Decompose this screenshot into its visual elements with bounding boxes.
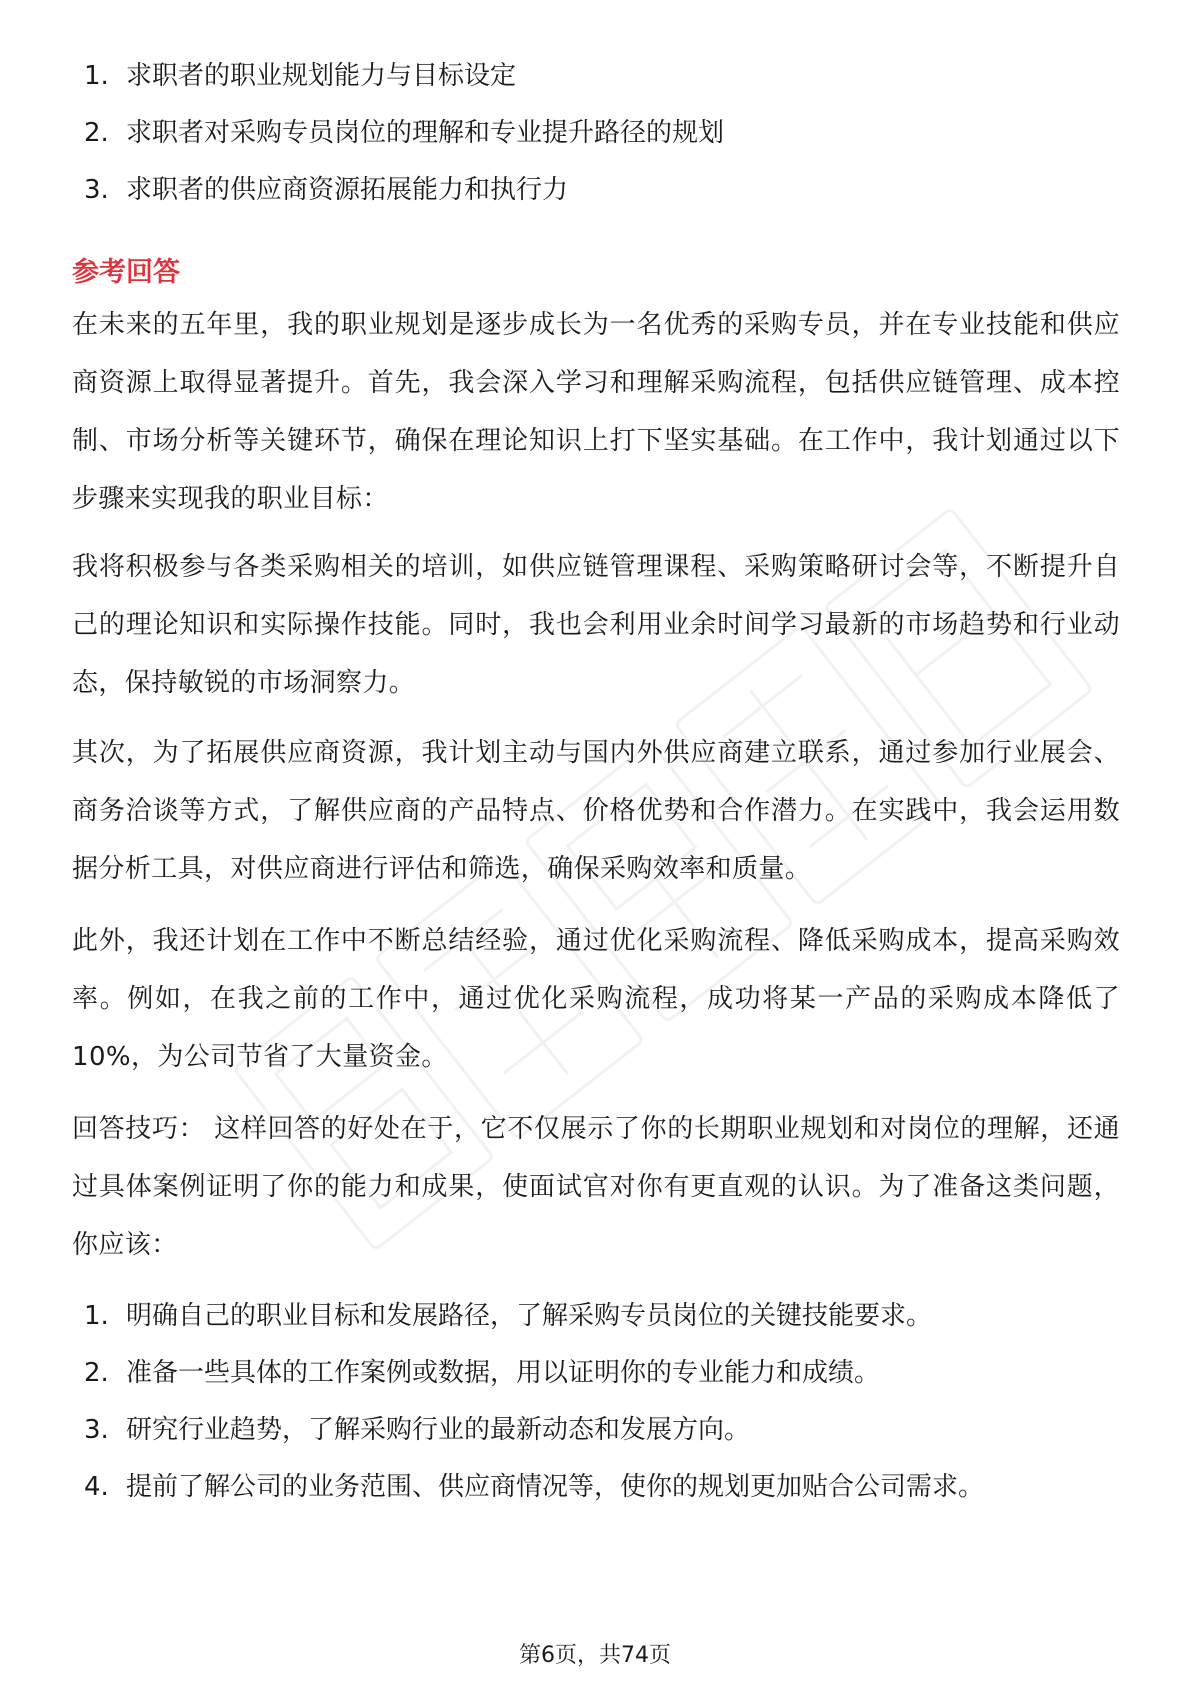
list-number: 4. [84,1472,109,1502]
list-number: 3. [84,175,109,205]
list-item [84,48,724,105]
list-number: 1. [84,1301,109,1331]
criteria-list [84,48,724,219]
list-text: 准备一些具体的工作案例或数据，用以证明你的专业能力和成绩。 [126,1358,881,1388]
list-text: 提前了解公司的业务范围、供应商情况等，使你的规划更加贴合公司需求。 [126,1472,985,1502]
list-text: 求职者对采购专员岗位的理解和专业提升路径的规划 [126,118,725,148]
paragraph: 此外，我还计划在工作中不断总结经验，通过优化采购流程、降低采购成本，提高采购效率。例如，在我之前的工作中，通过优化采购流程，成功将某一产品的采购成本降低了10%，为公司节省了大量资金。 [72,926,1120,1072]
list-text: 求职者的供应商资源拓展能力和执行力 [126,175,569,205]
list-item [84,1345,984,1402]
list-number: 2. [84,1358,109,1388]
tips-paragraph: 回答技巧： 这样回答的好处在于，它不仅展示了你的长期职业规划和对岗位的理解，还通过具体案例证明了你的能力和成果，使面试官对你有更直观的认识。为了准备这类问题，你应该： [72,1114,1120,1260]
list-item [84,1402,984,1459]
list-number: 1. [84,61,109,91]
paragraph: 在未来的五年里，我的职业规划是逐步成长为一名优秀的采购专员，并在专业技能和供应商资源上取得显著提升。首先，我会深入学习和理解采购流程，包括供应链管理、成本控制、市场分析等关键环节，确保在理论知识上打下坚实基础。在工作中，我计划通过以下步骤来实现我的职业目标： [72,310,1120,514]
list-item [84,105,724,162]
page-footer: 第6页，共74页 [519,1643,671,1668]
list-number: 3. [84,1415,109,1445]
section-heading: 参考回答 [72,257,180,288]
list-item [84,162,724,219]
paragraph: 我将积极参与各类采购相关的培训，如供应链管理课程、采购策略研讨会等，不断提升自己的理论知识和实际操作技能。同时，我也会利用业余时间学习最新的市场趋势和行业动态，保持敏锐的市场洞察力。 [72,552,1120,698]
list-item [84,1459,984,1516]
list-number: 2. [84,118,109,148]
tips-list [84,1288,984,1516]
list-item [84,1288,984,1345]
list-text: 明确自己的职业目标和发展路径，了解采购专员岗位的关键技能要求。 [126,1301,933,1331]
list-text: 求职者的职业规划能力与目标设定 [126,61,517,91]
paragraph: 其次，为了拓展供应商资源，我计划主动与国内外供应商建立联系，通过参加行业展会、商务洽谈等方式，了解供应商的产品特点、价格优势和合作潜力。在实践中，我会运用数据分析工具，对供应商进行评估和筛选，确保采购效率和质量。 [72,738,1120,884]
list-text: 研究行业趋势，了解采购行业的最新动态和发展方向。 [126,1415,751,1445]
